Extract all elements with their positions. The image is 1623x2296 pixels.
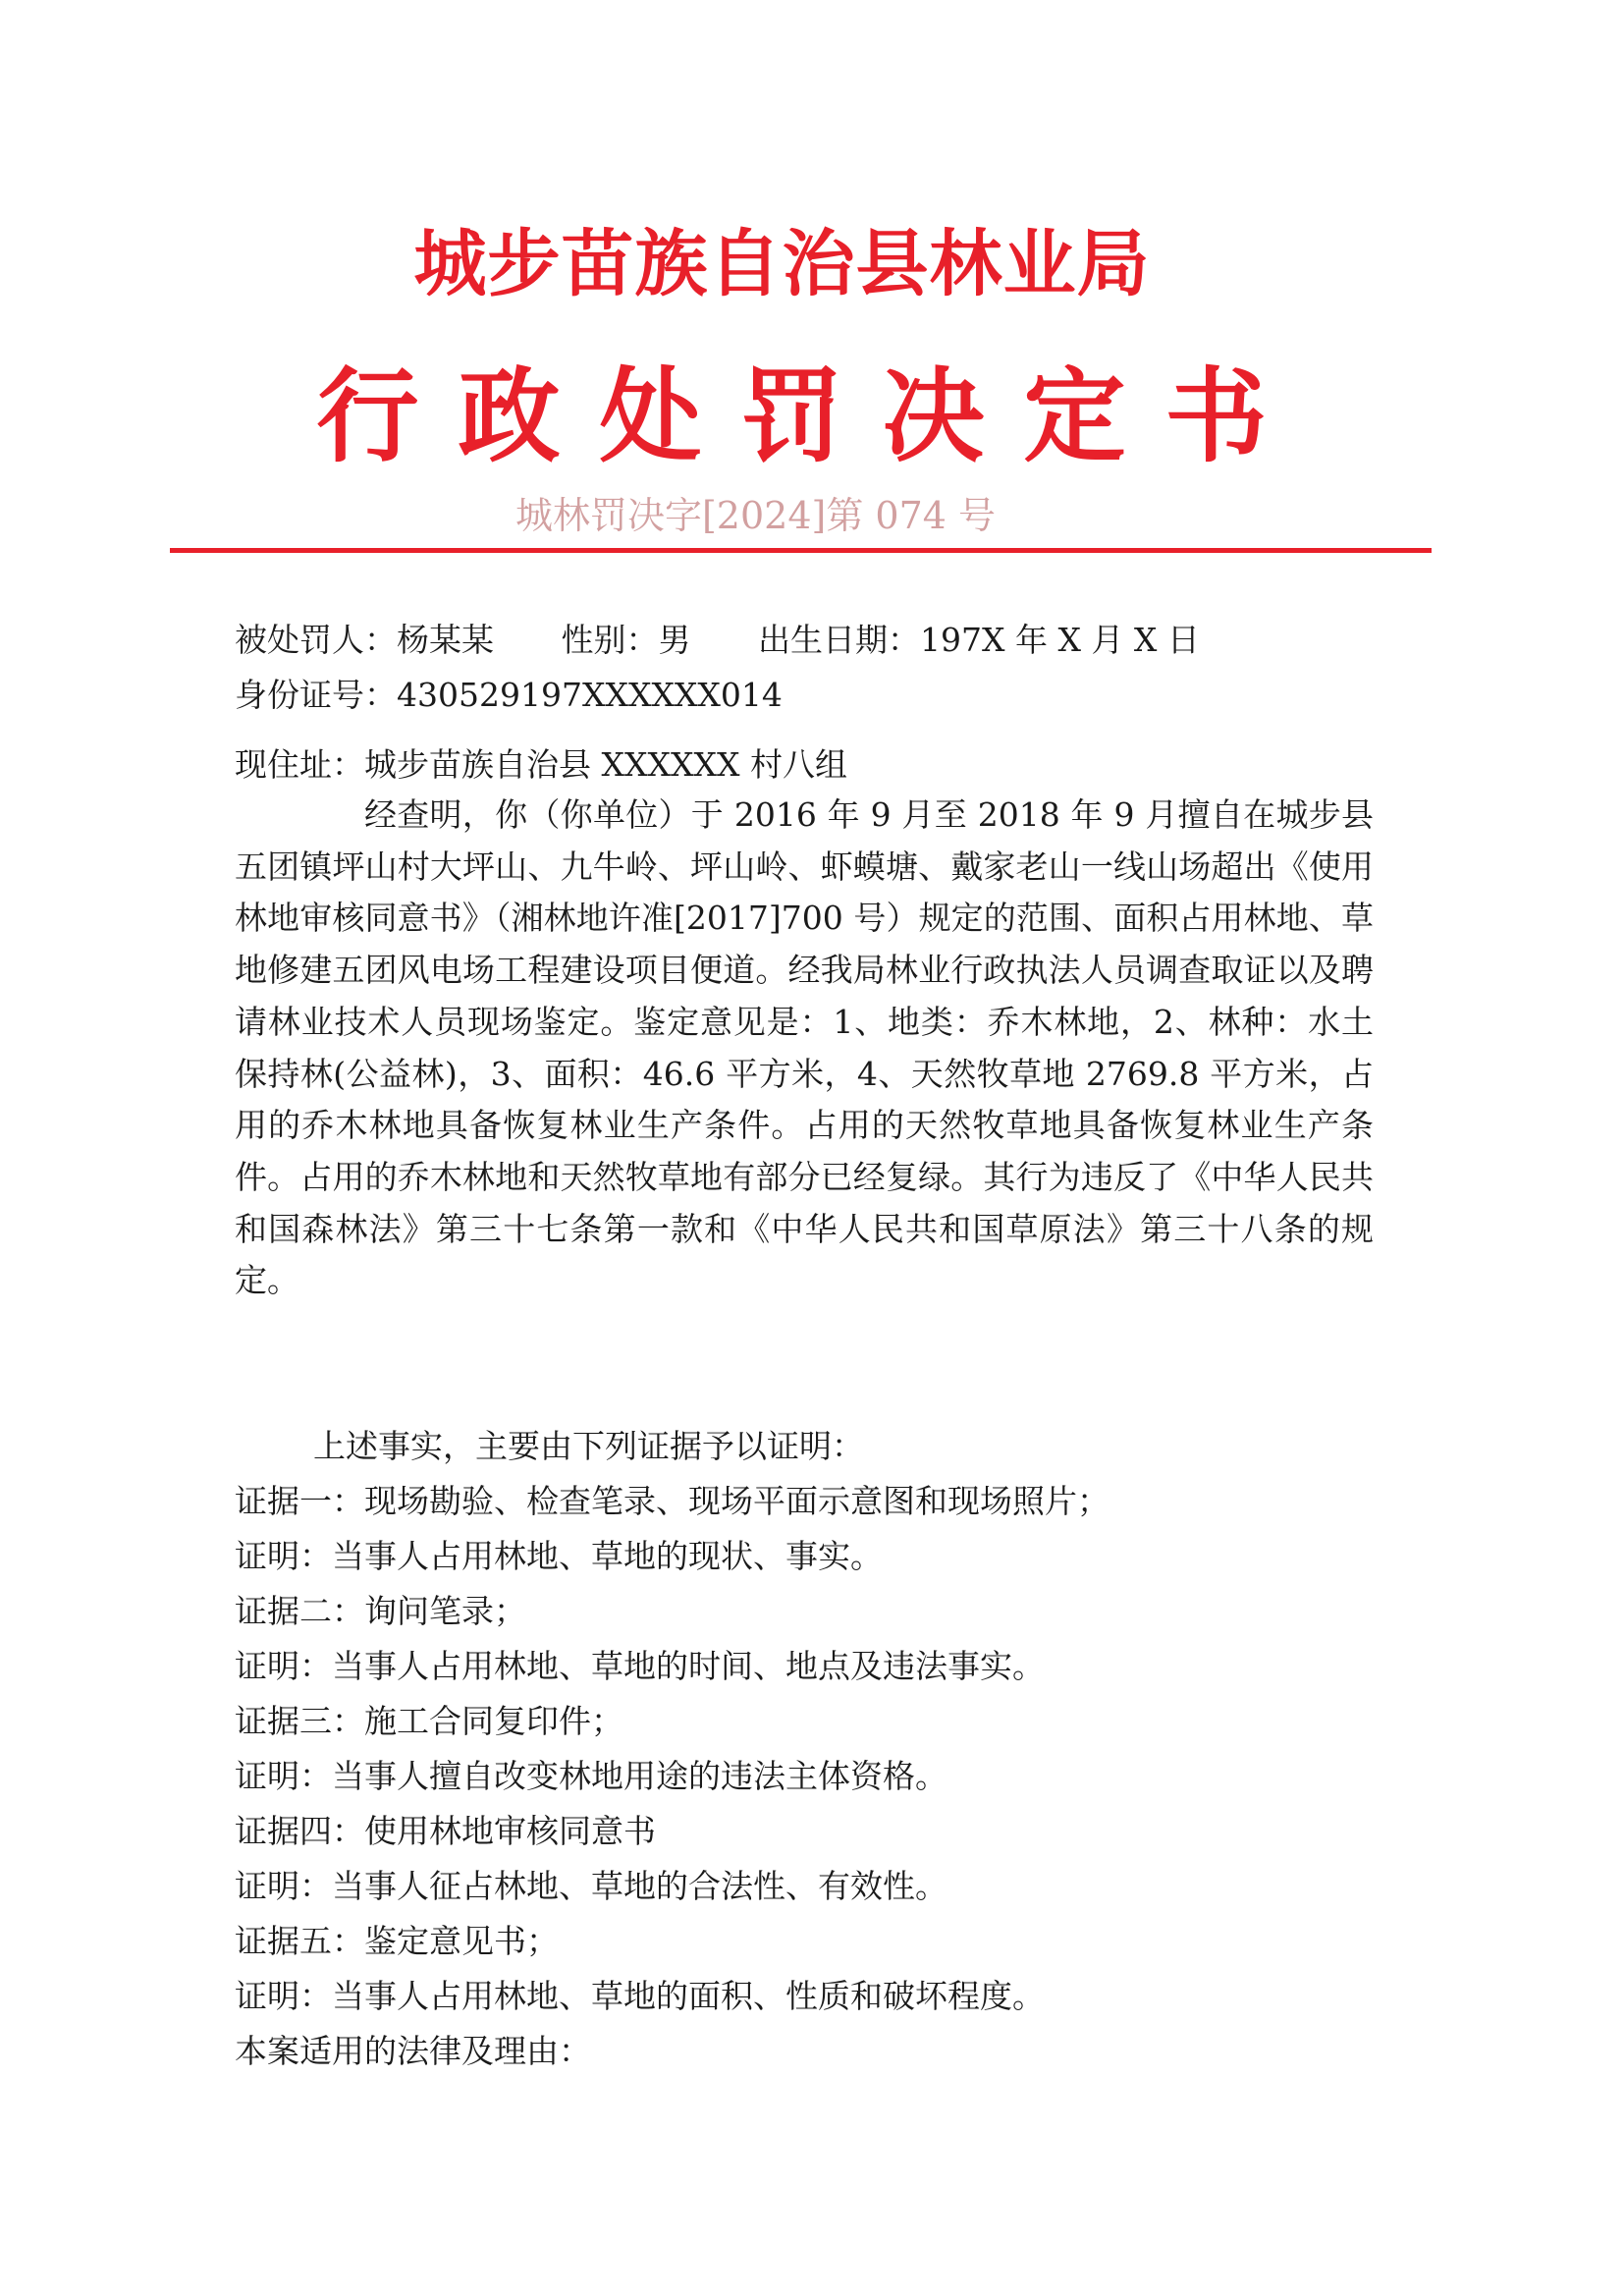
law-heading: 本案适用的法律及理由： [235, 2032, 591, 2070]
evidence-proof: 证明：当事人占用林地、草地的面积、性质和破坏程度。 [235, 1977, 1045, 2015]
document-type-title: 行政处罚决定书 [316, 356, 1307, 476]
evidence-item: 证据四：使用林地审核同意书 [235, 1812, 656, 1850]
document-number: 城林罚决字[2024]第 074 号 [514, 494, 997, 537]
evidence-item: 证据三：施工合同复印件； [235, 1702, 623, 1740]
party-name: 被处罚人：杨某某 [235, 621, 494, 659]
red-divider [170, 548, 1432, 553]
evidence-proof: 证明：当事人占用林地、草地的时间、地点及违法事实。 [235, 1647, 1045, 1685]
party-birth: 出生日期：197X 年 X 月 X 日 [758, 621, 1200, 659]
evidence-proof: 证明：当事人擅自改变林地用途的违法主体资格。 [235, 1757, 947, 1795]
evidence-item: 证据二：询问笔录； [235, 1592, 526, 1630]
evidence-item: 证据一：现场勘验、检查笔录、现场平面示意图和现场照片； [235, 1482, 1109, 1520]
facts-paragraph: 经查明，你（你单位）于 2016 年 9 月至 2018 年 9 月擅自在城步县五团镇坪山村大坪山、九牛岭、坪山岭、虾蟆塘、戴家老山一线山场超出《使用林地审核同意书》（湘林地许准[2017]700 号）规定的范围、面积占用林地、草地修建五团风电场工程建设项目便道。经我局林业行政执法人员调查取证以及聘请林业技术人员现场鉴定。鉴定意见是：1、地类：乔木林地，2、林种：水土保持林(公益林)，3、面积：46.6 平方米，4、天然牧草地 2769.8 平方米，占用的乔木林地具备恢复林业生产条件。占用的天然牧草地具备恢复林业生产条件。占用的乔木林地和天然牧草地有部分已经复绿。其行为违反了《中华人民共和国森林法》第三十七条第一款和《中华人民共和国草原法》第三十八条的规定。 [235, 795, 1374, 1300]
party-address: 现住址：城步苗族自治县 XXXXXX 村八组 [235, 745, 847, 784]
party-info-line [235, 615, 1257, 661]
party-gender: 性别：男 [561, 621, 691, 659]
evidence-intro: 上述事实，主要由下列证据予以证明： [313, 1427, 864, 1465]
agency-title: 城步苗族自治县林业局 [413, 222, 1151, 306]
evidence-proof: 证明：当事人征占林地、草地的合法性、有效性。 [235, 1867, 947, 1905]
party-id: 身份证号：430529197XXXXXX014 [235, 676, 783, 714]
evidence-proof: 证明：当事人占用林地、草地的现状、事实。 [235, 1537, 883, 1575]
evidence-item: 证据五：鉴定意见书； [235, 1922, 559, 1960]
